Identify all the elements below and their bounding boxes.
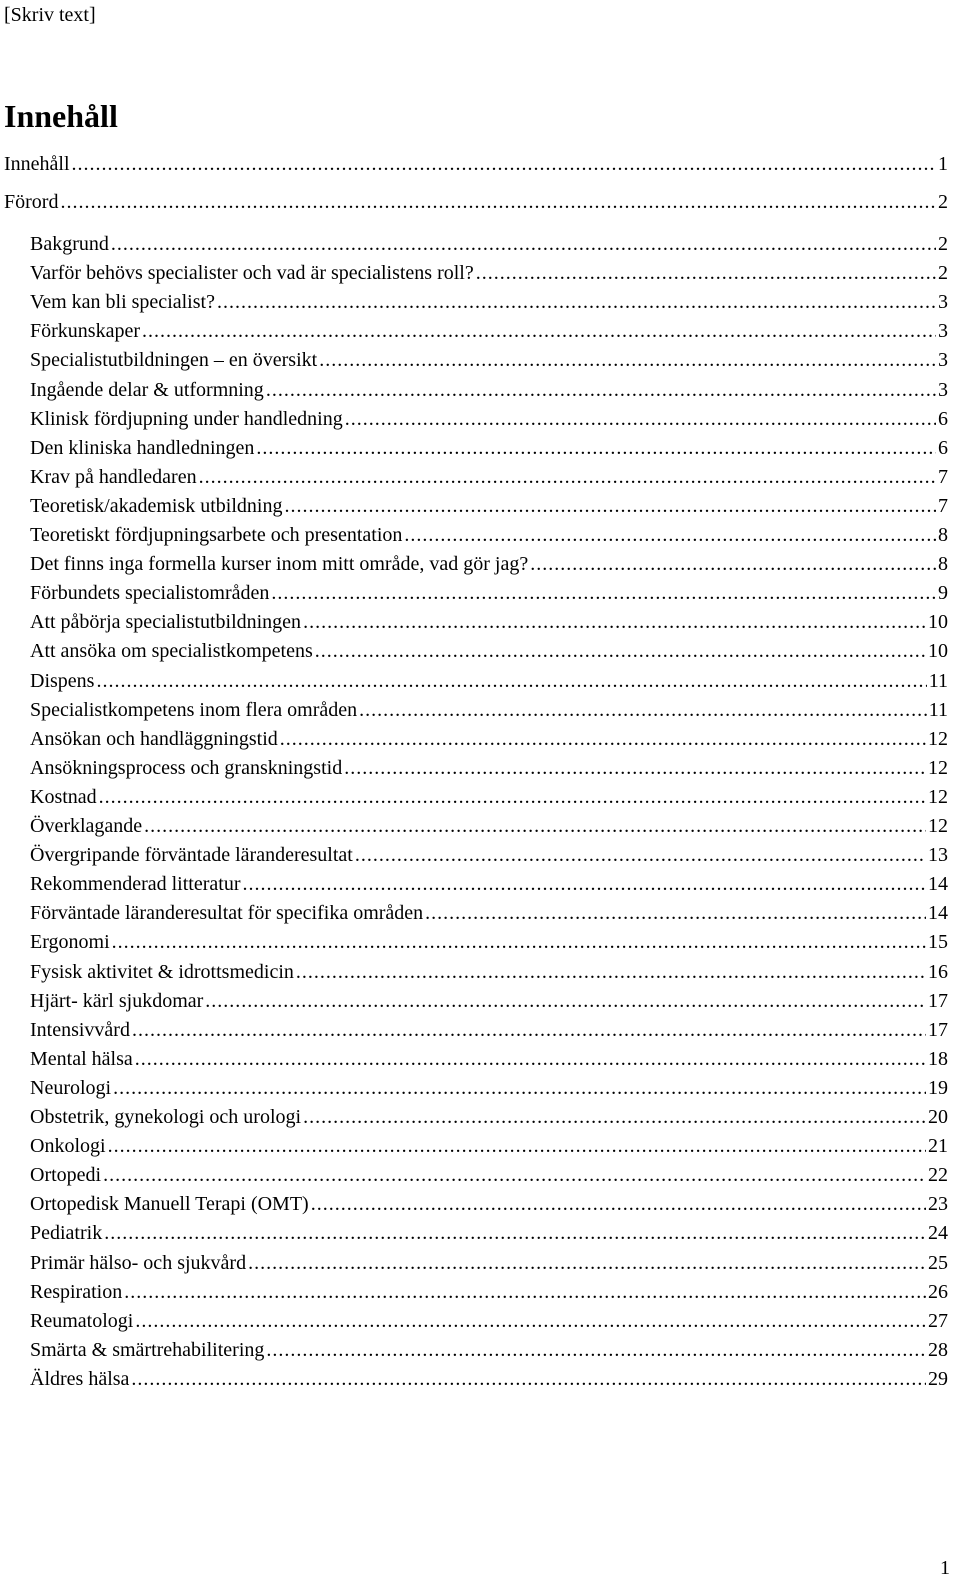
toc-dot-leader [99, 783, 926, 811]
toc-entry[interactable] [30, 1161, 948, 1189]
toc-entry-page: 19 [928, 1076, 948, 1099]
toc-entry[interactable] [4, 150, 948, 178]
toc-entry-page: 15 [928, 931, 948, 954]
toc-entry-label: Fysisk aktivitet & idrottsmedicin [30, 960, 294, 983]
toc-entry-page: 23 [928, 1193, 948, 1216]
toc-entry[interactable] [4, 188, 948, 216]
toc-dot-leader [103, 1161, 926, 1189]
toc-dot-leader [284, 492, 936, 520]
toc-dot-leader [344, 754, 926, 782]
toc-dot-leader [266, 1336, 926, 1364]
toc-entry-label: Varför behövs specialister och vad är specialistens roll? [30, 262, 474, 285]
toc-entry[interactable] [30, 870, 948, 898]
toc-entry[interactable] [30, 696, 948, 724]
toc-entry-label: Att påbörja specialistutbildningen [30, 611, 302, 634]
toc-dot-leader [280, 725, 926, 753]
toc-entry[interactable] [30, 725, 948, 753]
toc-dot-leader [217, 288, 936, 316]
toc-dot-leader [199, 463, 936, 491]
toc-entry-label: Reumatologi [30, 1309, 134, 1332]
toc-entry[interactable] [30, 608, 948, 636]
toc-dot-leader [205, 987, 926, 1015]
toc-entry[interactable] [30, 1045, 948, 1073]
toc-entry[interactable] [30, 492, 948, 520]
toc-entry[interactable] [30, 812, 948, 840]
toc-dot-leader [135, 1307, 926, 1335]
toc-entry[interactable] [30, 405, 948, 433]
toc-entry-page: 17 [928, 1018, 948, 1041]
toc-entry-label: Hjärt- kärl sjukdomar [30, 989, 204, 1012]
toc-entry-label: Äldres hälsa [30, 1367, 130, 1390]
toc-entry-label: Krav på handledaren [30, 465, 197, 488]
toc-entry-label: Onkologi [30, 1135, 106, 1158]
toc-entry-page: 7 [938, 494, 948, 517]
toc-entry-label: Intensivvård [30, 1018, 130, 1041]
toc-entry-page: 12 [928, 785, 948, 808]
toc-entry-page: 8 [938, 524, 948, 546]
toc-entry[interactable] [30, 987, 948, 1015]
toc-dot-leader [266, 376, 936, 404]
toc-entry-label: Pediatrik [30, 1222, 103, 1245]
toc-entry-page: 2 [938, 262, 948, 285]
toc-dot-leader [142, 317, 936, 345]
toc-entry-label: Förväntade läranderesultat för specifika områden [30, 902, 424, 925]
toc-dot-leader [72, 150, 936, 178]
toc-dot-leader [319, 346, 936, 374]
toc-entry-label: Övergripande förväntade läranderesultat [30, 844, 353, 867]
toc-entry[interactable] [30, 928, 948, 956]
toc-entry[interactable] [30, 1219, 948, 1247]
toc-entry-page: 11 [928, 698, 948, 721]
toc-entry-label: Det finns inga formella kurser inom mitt område, vad gör jag? [30, 553, 529, 576]
toc-dot-leader [131, 1365, 926, 1393]
toc-entry-label: Ortopedisk Manuell Terapi (OMT) [30, 1193, 309, 1216]
toc-dot-leader [303, 1103, 926, 1131]
toc-entry-page: 2 [938, 191, 948, 213]
toc-entry-page: 28 [928, 1338, 948, 1361]
toc-entry-page: 26 [928, 1280, 948, 1303]
toc-entry-label: Vem kan bli specialist? [30, 291, 215, 314]
toc-entry[interactable] [30, 346, 948, 374]
toc-entry-page: 13 [928, 844, 948, 867]
toc-dot-leader [476, 259, 936, 287]
toc-entry-label: Teoretiskt fördjupningsarbete och presentation [30, 524, 403, 546]
toc-entry-page: 14 [928, 902, 948, 925]
toc-entry-label: Förord [4, 191, 59, 213]
toc-entry-label: Ortopedi [30, 1164, 102, 1187]
toc-entry-page: 18 [928, 1047, 948, 1070]
toc-entry[interactable] [30, 1336, 948, 1364]
toc-entry[interactable] [30, 463, 948, 491]
toc-dot-leader [104, 1219, 926, 1247]
toc-entry-page: 2 [938, 233, 948, 255]
toc-dot-leader [355, 841, 926, 869]
toc-entry[interactable] [30, 1307, 948, 1335]
toc-entry-page: 22 [928, 1164, 948, 1187]
toc-entry[interactable] [30, 1016, 948, 1044]
toc-entry[interactable] [30, 288, 948, 316]
toc-entry-label: Bakgrund [30, 233, 109, 255]
toc-entry-label: Ergonomi [30, 931, 110, 954]
toc-dot-leader [108, 1132, 926, 1160]
toc-entry-label: Klinisk fördjupning under handledning [30, 407, 343, 430]
toc-entry-label: Dispens [30, 669, 95, 692]
toc-entry-page: 11 [928, 669, 948, 692]
toc-entry-page: 10 [928, 611, 948, 634]
toc-dot-leader [248, 1249, 926, 1277]
toc-entry[interactable] [30, 376, 948, 404]
toc-entry-label: Kostnad [30, 785, 97, 808]
toc-entry-label: Specialistkompetens inom flera områden [30, 698, 358, 721]
toc-dot-leader [60, 188, 936, 216]
toc-entry-page: 3 [938, 291, 948, 314]
toc-dot-leader [315, 637, 926, 665]
toc-entry[interactable] [30, 899, 948, 927]
toc-entry-label: Överklagande [30, 815, 143, 837]
toc-entry[interactable] [30, 841, 948, 869]
toc-dot-leader [311, 1190, 926, 1218]
toc-dot-leader [425, 899, 926, 927]
toc-entry-page: 21 [928, 1135, 948, 1158]
toc-entry-page: 25 [928, 1251, 948, 1274]
toc-dot-leader [113, 1074, 926, 1102]
toc-entry-label: Mental hälsa [30, 1047, 133, 1070]
toc-entry-label: Primär hälso- och sjukvård [30, 1251, 247, 1274]
toc-dot-leader [303, 608, 926, 636]
toc-entry-page: 27 [928, 1309, 948, 1332]
toc-entry-label: Förbundets specialistområden [30, 582, 270, 605]
toc-dot-leader [256, 434, 936, 462]
toc-entry-page: 12 [928, 815, 948, 837]
toc-dot-leader [530, 550, 936, 578]
toc-entry-page: 6 [938, 436, 948, 459]
toc-dot-leader [271, 579, 936, 607]
toc-entry-page: 6 [938, 407, 948, 430]
toc-entry-label: Teoretisk/akademisk utbildning [30, 494, 283, 517]
toc-entry-label: Respiration [30, 1280, 123, 1303]
toc-entry-label: Obstetrik, gynekologi och urologi [30, 1106, 302, 1128]
toc-entry-page: 24 [928, 1222, 948, 1245]
toc-dot-leader [359, 696, 927, 724]
toc-entry-page: 1 [938, 153, 948, 175]
toc-entry-label: Ansökan och handläggningstid [30, 727, 278, 750]
toc-dot-leader [112, 928, 926, 956]
toc-dot-leader [242, 870, 926, 898]
toc-entry[interactable] [30, 550, 948, 578]
toc-entry-label: Ingående delar & utformning [30, 378, 264, 401]
toc-entry-page: 10 [928, 640, 948, 663]
toc-entry-label: Smärta & smärtrehabilitering [30, 1338, 265, 1361]
toc-entry[interactable] [30, 1074, 948, 1102]
toc-entry[interactable] [30, 1132, 948, 1160]
header-placeholder-text: [Skriv text] [4, 4, 96, 26]
toc-entry-page: 9 [938, 582, 948, 605]
toc-entry-page: 3 [938, 320, 948, 343]
toc-dot-leader [124, 1278, 926, 1306]
toc-entry-label: Neurologi [30, 1076, 112, 1099]
page-number: 1 [940, 1557, 950, 1579]
toc-entry[interactable] [30, 783, 948, 811]
toc-entry-page: 29 [928, 1367, 948, 1390]
toc-dot-leader [404, 521, 936, 549]
toc-entry-page: 12 [928, 756, 948, 779]
toc-entry-page: 12 [928, 727, 948, 750]
toc-entry[interactable] [30, 1249, 948, 1277]
toc-dot-leader [96, 667, 926, 695]
toc-entry-label: Rekommenderad litteratur [30, 873, 241, 896]
toc-dot-leader [296, 958, 926, 986]
toc-entry[interactable] [30, 579, 948, 607]
toc-entry-page: 17 [928, 989, 948, 1012]
toc-entry-label: Den kliniska handledningen [30, 436, 255, 459]
toc-entry-label: Ansökningsprocess och granskningstid [30, 756, 343, 779]
toc-entry-label: Att ansöka om specialistkompetens [30, 640, 313, 663]
toc-dot-leader [132, 1016, 926, 1044]
toc-entry-page: 20 [928, 1106, 948, 1128]
toc-entry-page: 7 [938, 465, 948, 488]
toc-entry[interactable] [30, 230, 948, 258]
toc-entry[interactable] [30, 1278, 948, 1306]
toc-entry-page: 3 [938, 349, 948, 372]
toc-entry[interactable] [30, 637, 948, 665]
toc-entry[interactable] [30, 667, 948, 695]
toc-entry[interactable] [30, 317, 948, 345]
toc-entry[interactable] [30, 1103, 948, 1131]
toc-entry[interactable] [30, 754, 948, 782]
toc-heading: Innehåll [4, 98, 118, 134]
toc-entry-page: 8 [938, 553, 948, 576]
toc-dot-leader [111, 230, 936, 258]
toc-entry-label: Specialistutbildningen – en översikt [30, 349, 318, 372]
toc-entry[interactable] [30, 958, 948, 986]
toc-entry[interactable] [30, 1190, 948, 1218]
toc-dot-leader [345, 405, 936, 433]
toc-entry-page: 3 [938, 378, 948, 401]
toc-entry[interactable] [30, 434, 948, 462]
toc-entry-label: Förkunskaper [30, 320, 140, 343]
toc-dot-leader [144, 812, 926, 840]
toc-entry[interactable] [30, 521, 948, 549]
toc-entry-page: 16 [928, 960, 948, 983]
toc-entry[interactable] [30, 1365, 948, 1393]
toc-dot-leader [135, 1045, 926, 1073]
toc-entry-label: Innehåll [4, 153, 70, 175]
toc-entry-page: 14 [928, 873, 948, 896]
toc-entry[interactable] [30, 259, 948, 287]
